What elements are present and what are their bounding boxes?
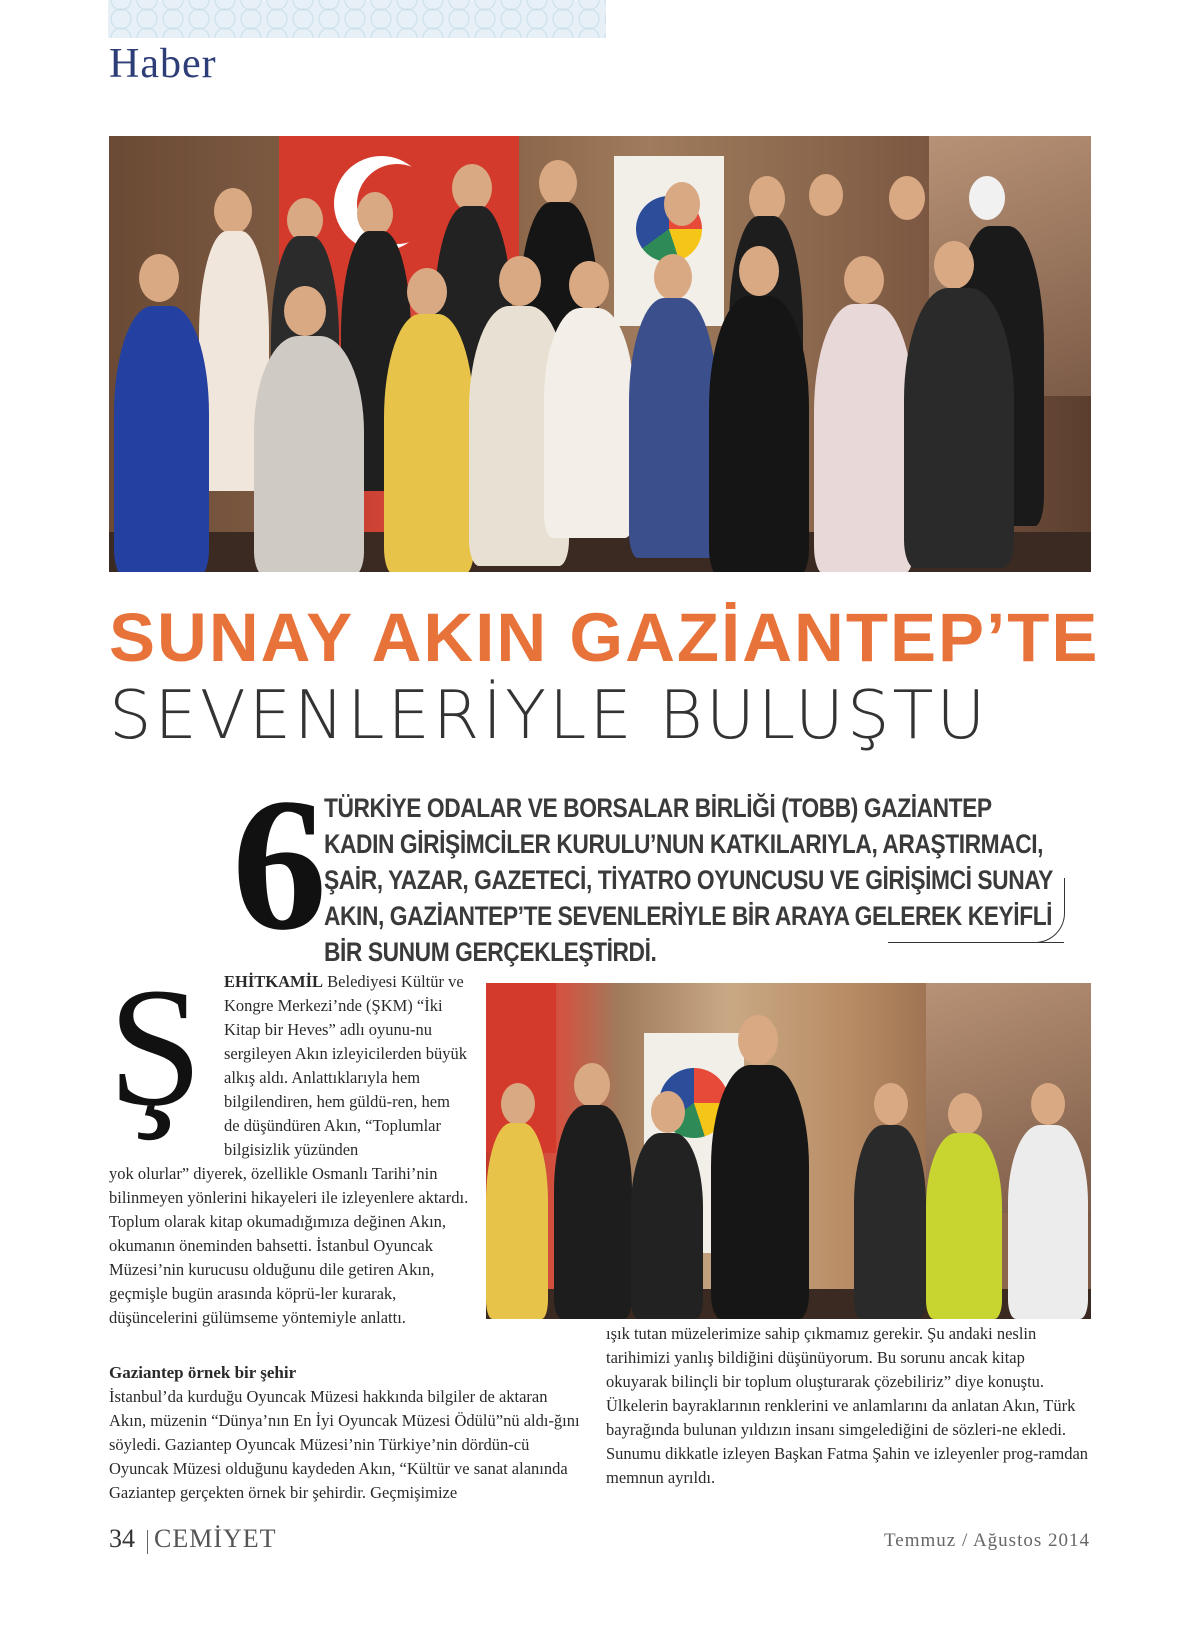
headline-line-1: SUNAY AKIN GAZİANTEP’TE <box>109 599 1100 676</box>
article-column-right <box>606 1322 1090 1490</box>
lead-decorative-rule <box>888 942 1064 943</box>
quote-mark-icon: 6 <box>232 760 327 970</box>
footer-separator <box>147 1530 148 1554</box>
section-label: Haber <box>109 41 217 87</box>
page-number: 34 <box>109 1524 135 1553</box>
article-paragraph-3: ışık tutan müzelerimize sahip çıkmamız gerekir. Şu andaki neslin tarihimizi yanlış bildiğini düşünüyorum. Bu sorunu ancak kitap okuyarak bilinçli bir toplum oluşturarak çözebiliriz” diye konuştu. Ülkelerin bayraklarının renklerini ve anlamlarını da anlatan Akın, Türk bayrağında bulunan yıldızın insanı simgelediğini de sözleri-ne ekledi. <box>606 1324 1076 1439</box>
issue-date: Temmuz / Ağustos 2014 <box>884 1530 1090 1551</box>
group-photo <box>109 136 1091 572</box>
magazine-name: CEMİYET <box>154 1524 277 1553</box>
stage-photo <box>486 983 1091 1319</box>
lead-paragraph: TÜRKİYE ODALAR VE BORSALAR BİRLİĞİ (TOBB) GAZİANTEP KADIN GİRİŞİMCİLER KURULU’NUN KATKILARIYLA, ARAŞTIRMACI, ŞAİR, YAZAR, GAZETECİ, TİYATRO OYUNCUSU VE GİRİŞİMCİ SUNAY AKIN, GAZİANTEP’TE SEVENLERİYLE BİR ARAYA GELEREK KEYİFLİ BİR SUNUM GERÇEKLEŞTİRDİ. <box>324 793 1053 967</box>
article-section-2 <box>109 1361 587 1505</box>
headline-line-2: SEVENLERİYLE BULUŞTU <box>109 676 989 754</box>
article-paragraph-1: yok olurlar” diyerek, özellikle Osmanlı Tarihi’nin bilinmeyen yönlerini hikayeleri ile izleyenlere aktardı. Toplum olarak kitap okumadığımıza değinen Akın, okumanın öneminden bahsetti. İstanbul Oyuncak Müzesi’nin kurucusu olduğunu dile getiren Akın, geçmişle bugün arasında köprü-ler kurarak, düşüncelerini gülümseme yöntemiyle anlattı. <box>109 1164 469 1327</box>
drop-cap: Ş <box>108 953 203 1141</box>
intro-text: Belediyesi Kültür ve Kongre Merkezi’nde (ŞKM) “İki Kitap bir Heves” adlı oyunu-nu sergileyen Akın izleyicilerden büyük alkış aldı. Anlattıklarıyla hem bilgilendiren, hem güldü-ren, hem de düşündüren Akın, “Toplumlar bilgisizlik yüzünden <box>224 972 468 1159</box>
decorative-pattern-band <box>108 0 606 38</box>
subheading: Gaziantep örnek bir şehir <box>109 1363 297 1382</box>
article-intro <box>224 970 469 1162</box>
lead-word: EHİTKAMİL <box>224 972 324 991</box>
article-paragraph-2: İstanbul’da kurduğu Oyuncak Müzesi hakkında bilgiler de aktaran Akın, müzenin “Dünya’nın En İyi Oyuncak Müzesi Ödülü”nü aldı-ğını söyledi. Gaziantep Oyuncak Müzesi’nin Türkiye’nin dördün-cü Oyuncak Müzesi olduğunu kaydeden Akın, “Kültür ve sanat alanında Gaziantep gerçekten örnek bir şehirdir. Geçmişimize <box>109 1387 580 1502</box>
article-paragraph-4: Sunumu dikkatle izleyen Başkan Fatma Şahin ve izleyenler prog-ramdan memnun ayrıldı. <box>606 1444 1089 1487</box>
